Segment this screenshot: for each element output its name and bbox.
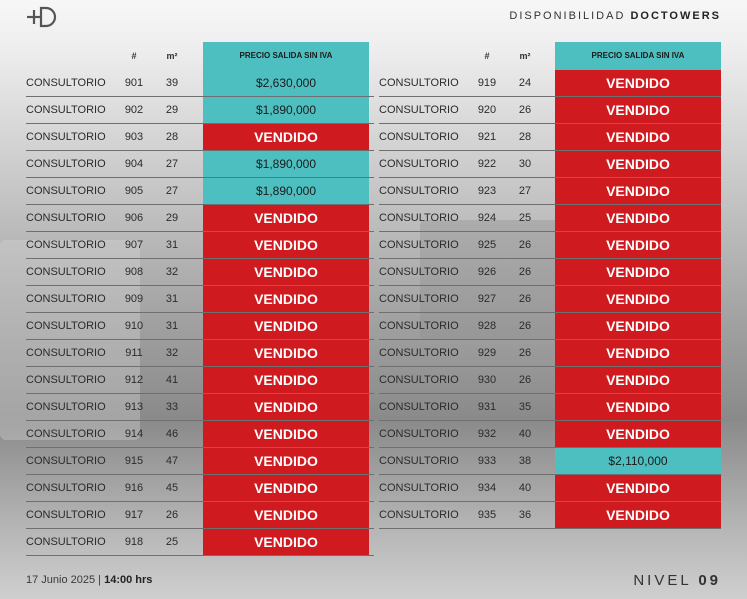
table-row xyxy=(26,97,374,124)
unit-area: 26 xyxy=(518,293,532,305)
unit-number: 935 xyxy=(477,509,497,521)
unit-area: 26 xyxy=(518,266,532,278)
footer-date: 17 Junio 2025 | xyxy=(26,574,102,586)
unit-type: CONSULTORIO xyxy=(26,455,106,467)
unit-number: 913 xyxy=(124,401,144,413)
unit-area: 26 xyxy=(518,374,532,386)
unit-number: 926 xyxy=(477,266,497,278)
unit-price: VENDIDO xyxy=(203,286,369,312)
unit-type: CONSULTORIO xyxy=(26,185,106,197)
unit-type: CONSULTORIO xyxy=(379,185,459,197)
unit-price: $1,890,000 xyxy=(203,178,369,204)
unit-price: VENDIDO xyxy=(555,340,721,366)
unit-type: CONSULTORIO xyxy=(379,428,459,440)
unit-number: 922 xyxy=(477,158,497,170)
column-header-price: PRECIO SALIDA SIN IVA xyxy=(555,42,721,70)
unit-area: 29 xyxy=(165,104,179,116)
unit-number: 912 xyxy=(124,374,144,386)
unit-number: 930 xyxy=(477,374,497,386)
footer-level xyxy=(633,572,721,589)
unit-type: CONSULTORIO xyxy=(26,212,106,224)
unit-number: 932 xyxy=(477,428,497,440)
unit-number: 933 xyxy=(477,455,497,467)
column-header-m2: m² xyxy=(166,51,178,61)
unit-number: 907 xyxy=(124,239,144,251)
unit-area: 26 xyxy=(518,104,532,116)
table-row xyxy=(26,394,374,421)
unit-price: VENDIDO xyxy=(203,421,369,447)
table-row xyxy=(26,340,374,367)
unit-number: 923 xyxy=(477,185,497,197)
page-title xyxy=(509,10,721,22)
unit-type: CONSULTORIO xyxy=(379,239,459,251)
unit-number: 921 xyxy=(477,131,497,143)
unit-price: VENDIDO xyxy=(203,475,369,501)
table-row xyxy=(26,286,374,313)
unit-type: CONSULTORIO xyxy=(379,104,459,116)
unit-price: $1,890,000 xyxy=(203,97,369,123)
unit-number: 928 xyxy=(477,320,497,332)
unit-type: CONSULTORIO xyxy=(379,293,459,305)
unit-area: 28 xyxy=(165,131,179,143)
unit-area: 46 xyxy=(165,428,179,440)
unit-number: 911 xyxy=(125,347,143,359)
unit-area: 45 xyxy=(165,482,179,494)
unit-area: 26 xyxy=(518,347,532,359)
unit-number: 904 xyxy=(124,158,144,170)
unit-price: VENDIDO xyxy=(203,448,369,474)
availability-table-left xyxy=(26,42,374,556)
table-row xyxy=(379,313,721,340)
header-brand: DOCTOWERS xyxy=(630,10,721,22)
unit-number: 931 xyxy=(477,401,497,413)
unit-number: 934 xyxy=(477,482,497,494)
unit-area: 31 xyxy=(165,293,179,305)
table-row xyxy=(26,475,374,502)
column-header-m2: m² xyxy=(519,51,531,61)
unit-price: VENDIDO xyxy=(555,178,721,204)
table-row xyxy=(379,232,721,259)
unit-price: $2,110,000 xyxy=(555,448,721,474)
table-row xyxy=(379,151,721,178)
unit-type: CONSULTORIO xyxy=(379,77,459,89)
unit-price: VENDIDO xyxy=(555,367,721,393)
unit-area: 30 xyxy=(518,158,532,170)
unit-area: 24 xyxy=(518,77,532,89)
unit-price: $2,630,000 xyxy=(203,70,369,96)
unit-type: CONSULTORIO xyxy=(26,401,106,413)
unit-area: 33 xyxy=(165,401,179,413)
table-row xyxy=(26,205,374,232)
unit-area: 27 xyxy=(518,185,532,197)
unit-number: 925 xyxy=(477,239,497,251)
unit-number: 927 xyxy=(477,293,497,305)
unit-price: VENDIDO xyxy=(203,124,369,150)
unit-area: 31 xyxy=(165,320,179,332)
unit-number: 906 xyxy=(124,212,144,224)
table-row xyxy=(379,259,721,286)
unit-price: VENDIDO xyxy=(203,313,369,339)
unit-area: 27 xyxy=(165,158,179,170)
unit-type: CONSULTORIO xyxy=(26,509,106,521)
table-row xyxy=(379,340,721,367)
level-label: NIVEL xyxy=(633,572,692,589)
unit-price: VENDIDO xyxy=(555,232,721,258)
unit-price: VENDIDO xyxy=(555,313,721,339)
unit-type: CONSULTORIO xyxy=(26,293,106,305)
table-header xyxy=(379,42,721,70)
unit-type: CONSULTORIO xyxy=(26,536,106,548)
footer-timestamp xyxy=(26,574,152,586)
unit-type: CONSULTORIO xyxy=(26,131,106,143)
footer-time: 14:00 hrs xyxy=(104,574,153,586)
unit-area: 40 xyxy=(518,428,532,440)
table-row xyxy=(26,178,374,205)
unit-number: 901 xyxy=(124,77,144,89)
unit-price: VENDIDO xyxy=(203,205,369,231)
table-row xyxy=(379,421,721,448)
unit-price: $1,890,000 xyxy=(203,151,369,177)
unit-area: 26 xyxy=(165,509,179,521)
unit-area: 35 xyxy=(518,401,532,413)
unit-area: 31 xyxy=(165,239,179,251)
doctowers-logo-icon xyxy=(26,6,60,28)
unit-number: 924 xyxy=(477,212,497,224)
unit-price: VENDIDO xyxy=(203,340,369,366)
unit-number: 908 xyxy=(124,266,144,278)
table-row xyxy=(379,394,721,421)
table-row xyxy=(26,313,374,340)
unit-number: 919 xyxy=(477,77,497,89)
unit-type: CONSULTORIO xyxy=(379,320,459,332)
table-row xyxy=(26,529,374,556)
unit-type: CONSULTORIO xyxy=(26,266,106,278)
unit-number: 902 xyxy=(124,104,144,116)
unit-area: 26 xyxy=(518,320,532,332)
unit-area: 39 xyxy=(165,77,179,89)
table-row xyxy=(379,70,721,97)
table-row xyxy=(26,232,374,259)
table-row xyxy=(26,124,374,151)
header-label: DISPONIBILIDAD xyxy=(509,10,626,22)
unit-type: CONSULTORIO xyxy=(379,509,459,521)
column-header-num: # xyxy=(131,51,137,61)
unit-type: CONSULTORIO xyxy=(26,104,106,116)
unit-type: CONSULTORIO xyxy=(379,482,459,494)
unit-type: CONSULTORIO xyxy=(379,212,459,224)
unit-area: 38 xyxy=(518,455,532,467)
unit-area: 47 xyxy=(165,455,179,467)
column-header-num: # xyxy=(484,51,490,61)
unit-type: CONSULTORIO xyxy=(379,158,459,170)
unit-type: CONSULTORIO xyxy=(379,266,459,278)
unit-price: VENDIDO xyxy=(203,502,369,528)
unit-number: 910 xyxy=(124,320,144,332)
unit-number: 905 xyxy=(124,185,144,197)
table-row xyxy=(379,205,721,232)
unit-number: 920 xyxy=(477,104,497,116)
table-row xyxy=(379,448,721,475)
table-row xyxy=(379,124,721,151)
unit-price: VENDIDO xyxy=(203,394,369,420)
unit-type: CONSULTORIO xyxy=(26,374,106,386)
unit-area: 26 xyxy=(518,239,532,251)
table-row xyxy=(26,367,374,394)
unit-price: VENDIDO xyxy=(555,421,721,447)
unit-number: 918 xyxy=(124,536,144,548)
table-row xyxy=(379,178,721,205)
table-row xyxy=(379,502,721,529)
availability-table-right xyxy=(379,42,721,529)
unit-type: CONSULTORIO xyxy=(26,482,106,494)
unit-area: 36 xyxy=(518,509,532,521)
unit-price: VENDIDO xyxy=(203,367,369,393)
unit-price: VENDIDO xyxy=(555,97,721,123)
unit-area: 40 xyxy=(518,482,532,494)
unit-type: CONSULTORIO xyxy=(26,320,106,332)
unit-type: CONSULTORIO xyxy=(26,158,106,170)
unit-price: VENDIDO xyxy=(555,151,721,177)
unit-price: VENDIDO xyxy=(203,259,369,285)
unit-number: 929 xyxy=(477,347,497,359)
unit-number: 903 xyxy=(124,131,144,143)
unit-type: CONSULTORIO xyxy=(379,347,459,359)
table-row xyxy=(26,70,374,97)
unit-area: 41 xyxy=(165,374,179,386)
table-row xyxy=(379,475,721,502)
unit-number: 916 xyxy=(124,482,144,494)
table-row xyxy=(26,259,374,286)
table-row xyxy=(379,286,721,313)
unit-type: CONSULTORIO xyxy=(26,239,106,251)
unit-price: VENDIDO xyxy=(555,205,721,231)
unit-number: 917 xyxy=(124,509,144,521)
unit-number: 914 xyxy=(124,428,144,440)
unit-number: 909 xyxy=(124,293,144,305)
table-row xyxy=(379,367,721,394)
unit-price: VENDIDO xyxy=(555,70,721,96)
unit-area: 29 xyxy=(165,212,179,224)
column-header-price: PRECIO SALIDA SIN IVA xyxy=(203,42,369,70)
unit-type: CONSULTORIO xyxy=(379,374,459,386)
unit-price: VENDIDO xyxy=(555,286,721,312)
unit-area: 28 xyxy=(518,131,532,143)
table-row xyxy=(379,97,721,124)
unit-price: VENDIDO xyxy=(555,475,721,501)
table-row xyxy=(26,502,374,529)
unit-type: CONSULTORIO xyxy=(379,401,459,413)
unit-area: 32 xyxy=(165,347,179,359)
unit-area: 25 xyxy=(165,536,179,548)
unit-type: CONSULTORIO xyxy=(26,347,106,359)
unit-price: VENDIDO xyxy=(555,124,721,150)
unit-type: CONSULTORIO xyxy=(379,455,459,467)
unit-price: VENDIDO xyxy=(203,232,369,258)
unit-price: VENDIDO xyxy=(555,394,721,420)
table-header xyxy=(26,42,374,70)
table-row xyxy=(26,151,374,178)
unit-price: VENDIDO xyxy=(555,502,721,528)
unit-type: CONSULTORIO xyxy=(26,428,106,440)
table-row xyxy=(26,421,374,448)
unit-price: VENDIDO xyxy=(203,529,369,555)
unit-area: 32 xyxy=(165,266,179,278)
unit-type: CONSULTORIO xyxy=(26,77,106,89)
unit-type: CONSULTORIO xyxy=(379,131,459,143)
unit-number: 915 xyxy=(124,455,144,467)
unit-price: VENDIDO xyxy=(555,259,721,285)
unit-area: 27 xyxy=(165,185,179,197)
unit-area: 25 xyxy=(518,212,532,224)
table-row xyxy=(26,448,374,475)
level-value: 09 xyxy=(698,572,721,589)
